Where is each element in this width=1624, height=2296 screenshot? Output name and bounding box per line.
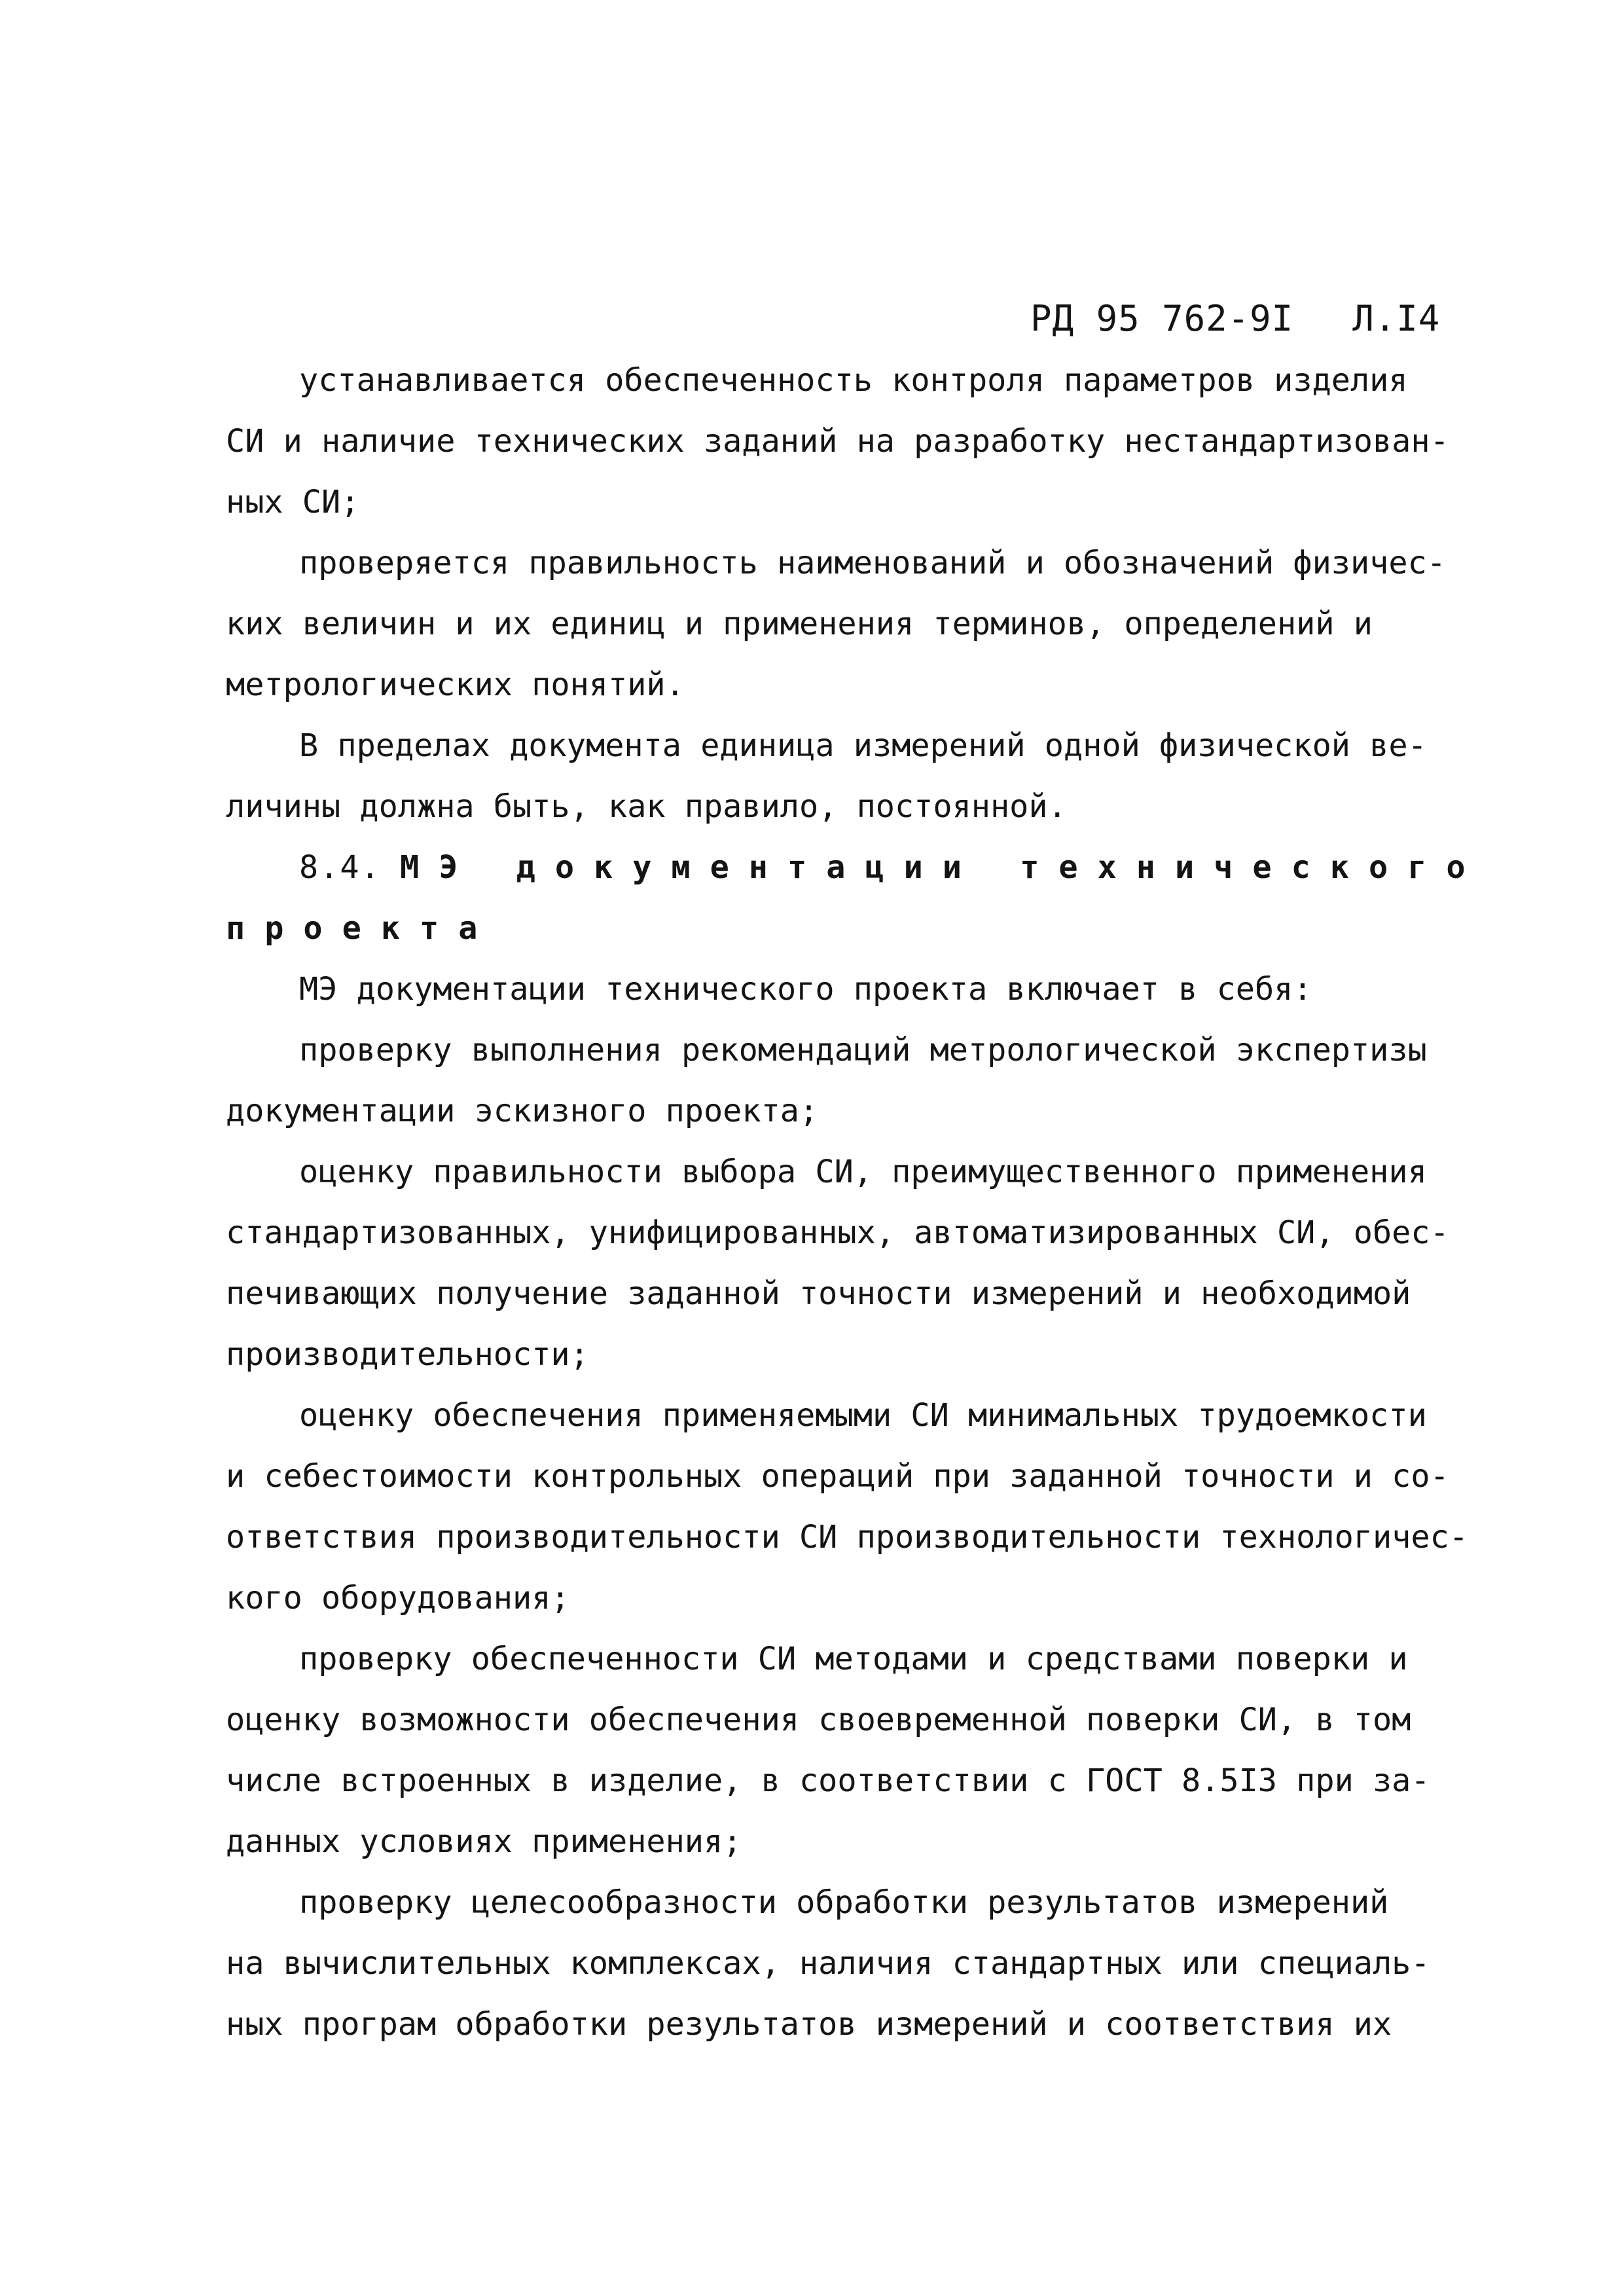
text-line: проверку обеспеченности СИ методами и средствами поверки и [299, 1641, 1408, 1677]
text-line: печивающих получение заданной точности измерений и необходимой [226, 1275, 1411, 1312]
text-line: документации эскизного проекта; [226, 1093, 819, 1129]
text-line: МЭ документации технического проекта включает в себя: [299, 971, 1312, 1008]
section-title: МЭ документации технического [400, 849, 1485, 886]
text-line: производительности; [226, 1336, 589, 1373]
text-line: В пределах документа единица измерений одной физической ве- [299, 727, 1427, 764]
text-line: данных условиях применения; [226, 1823, 742, 1860]
text-line: стандартизованных, унифицированных, автоматизированных СИ, обес- [226, 1214, 1449, 1251]
text-line: ответствия производительности СИ производительности технологичес- [226, 1519, 1468, 1556]
sheet-number: Л.I4 [1352, 298, 1441, 339]
text-line: личины должна быть, как правило, постоянной. [226, 788, 1067, 825]
section-title-continued: проекта [226, 910, 497, 947]
text-line: СИ и наличие технических заданий на разработку нестандартизован- [226, 423, 1449, 460]
text-line: устанавливается обеспеченность контроля параметров изделия [299, 362, 1408, 399]
text-line: проверку целесообразности обработки результатов измерений [299, 1884, 1389, 1921]
text-line: и себестоимости контрольных операций при заданной точности и со- [226, 1458, 1449, 1495]
text-line: проверяется правильность наименований и обозначений физичес- [299, 545, 1446, 581]
text-line: на вычислительных комплексах, наличия стандартных или специаль- [226, 1945, 1430, 1982]
text-line: оценку возможности обеспечения своевременной поверки СИ, в том [226, 1702, 1411, 1738]
body-text [226, 350, 1485, 2055]
text-line: кого оборудования; [226, 1580, 570, 1616]
text-line: оценку обеспечения применяемыми СИ минимальных трудоемкости [299, 1397, 1427, 1434]
text-line: числе встроенных в изделие, в соответствии с ГОСТ 8.5I3 при за- [226, 1762, 1430, 1799]
document-code: РД 95 762-9I [1030, 298, 1294, 339]
section-heading [226, 837, 1485, 898]
text-line: ных програм обработки результатов измерений и соответствия их [226, 2006, 1392, 2043]
text-line: проверку выполнения рекомендаций метрологической экспертизы [299, 1032, 1427, 1068]
text-line: ных СИ; [226, 484, 360, 520]
section-number: 8.4. [299, 849, 381, 886]
text-line: ких величин и их единиц и применения терминов, определений и [226, 606, 1373, 642]
text-line: оценку правильности выбора СИ, преимущественного применения [299, 1154, 1427, 1190]
text-line: метрологических понятий. [226, 666, 685, 703]
